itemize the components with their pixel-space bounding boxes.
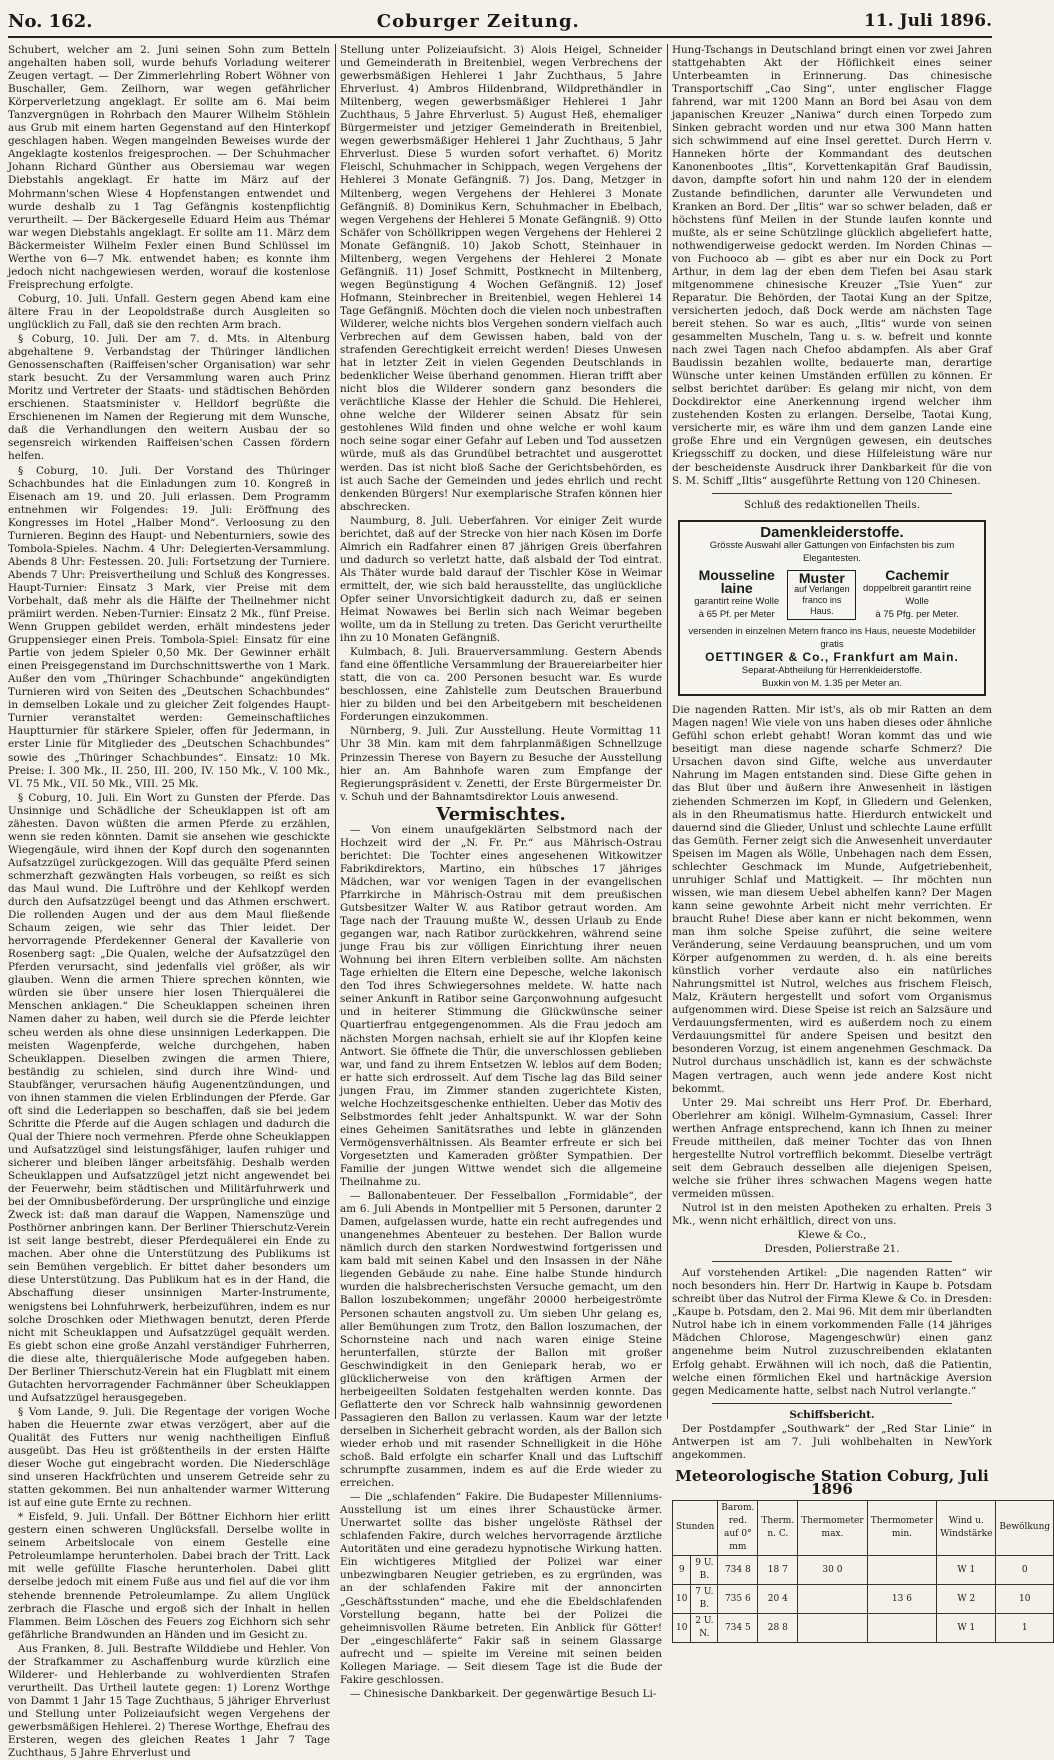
weather-col-header: Wind u. Windstärke [937,1500,996,1555]
editorial-end-note: Schluß des redaktionellen Theils. [743,498,921,511]
separator-rule [712,493,952,494]
weather-station-title: Meteorologische Station Coburg, Juli 1896 [675,1466,989,1498]
article-paragraph: § Coburg, 10. Juli. Der am 7. d. Mts. in Altenburg abgehaltene 9. Verbandstag der Thüringer ländlichen Genossenschaften (Raiffeisen'scher Organisation) war sehr stark besucht. Zu der Versammlung waren auch Prinz Moritz und Vertreter der Staats- und städtischen Behörden erschienen. Staatsminister v. Helldorf begrüßte die Erschienenen im Namen der Regierung mit dem Wunsche, daß die Verhandlungen den weitern Ausbau der so segensreich wirkenden Raiffeisen'schen Cassen fördern helfen. [8,333,330,463]
article-paragraph: — Ballonabenteuer. Der Fesselballon „Formidable“, der am 6. Juli Abends in Montpellier mit 5 Personen, darunter 2 Damen, aufgelassen wurde, hatte ein recht aufregendes und unangenehmes Abenteuer zu bestehen. Der Ballon wurde nämlich durch den starken Nordwestwind fortgerissen und kam bald mit seinen Kabel und den Insassen in der Nähe liegenden Gebäude zu nahe. Eine halbe Stunde hindurch wurden die halsbrecherischsten Versuche gemacht, um den Ballon loszubekommen; ungefähr 20000 herbeigeströmte Personen schauten angstvoll zu. Um sieben Uhr gelang es, aller Bemühungen zum Trotz, den Ballon loszumachen, der Schornsteine nach und nach waren einige Steine herunterfallen, stürzte der Ballon mit großer Geschwindigkeit in den Geniepark herab, wo er glücklicherweise von den kräftigen Armen der herbeigeeilten Soldaten festgehalten werden konnte. Das Geflatterte den vor Schreck halb wahnsinnig gewordenen Passagieren den Ballon zu verlassen. Kaum war der letzte derselben in Sicherheit gebracht worden, als der Ballon sich wieder erhob und mit rasender Schnelligkeit in die Höhe schoß. Bald erfolgte ein scharfer Knall und das Luftschiff schrumpfte zusammen, indem es auf die Erde wieder zu erreichen. [340,1190,662,1490]
column-rule [335,44,336,1419]
ad-note: versenden in einzelnen Metern franco ins Haus, neueste Modebilder gratis [688,625,976,651]
weather-col-header: Therm. n. C. [758,1500,798,1555]
ad-subheading: Grösste Auswahl aller Gattungen von Einfachsten bis zum Elegantesten. [709,539,955,564]
weather-cell: 20 4 [758,1585,798,1614]
article-paragraph: § Coburg, 10. Juli. Ein Wort zu Gunsten der Pferde. Das Unsinnige und Schädliche der Scheuklappen ist oft am zähesten. Davon wüßten die armen Pferde zu erzählen, wenn sie reden könnten. Damit sie ansehen wie geschickte Wiegengäule, wird ihnen der Kopf durch den sogenannten Aufsatzzügel zurückgezogen. Will das gequälte Pferd seinen schmerzhaft gezwängten Hals vorbeugen, so reißt es sich das Maul wund. Die Luftröhre und der Kehlkopf werden durch den Aufsatzzügel beengt und das Athmen erschwert. Die rollenden Augen und der aus dem Maul fließende Schaum zeigen, wie sehr das Thier leidet. Der hervorragende Pferdekenner General der Kavallerie von Rosenberg sagt: „Die Qualen, welche der Aufsatzzügel den Pferden verursacht, sind jedenfalls viel größer, als wir glauben. Wenn die armen Thiere sprechen könnten, wie würden sie über unsere hier losen Thierquälerei die Menschen anklagen.“ Die Scheuklappen scheinen ihren Namen daher zu haben, weil durch sie die Pferde leichter scheu werden als ohne diese unsinnigen Lederkappen. Die meisten Wagenpferde, welche durchgehen, haben Scheuklappen. Dieselben zwingen die armen Thiere, beständig zu schielen, sind durch ihre Wind- und Staubfänger, verursachen häufig Augenentzündungen, und von ihnen stammen die vielen Erblindungen der Pferde. Gar oft sind die Lederlappen so beschaffen, daß sie bei jedem Schritte die Pferde auf die Augen schlagen und dadurch die Qual der Thiere noch vermehren. Pferde ohne Scheuklappen und Aufsatzzügel sind leistungsfähiger, laufen ruhiger und sicherer und bleiben länger arbeitsfähig. Deshalb werden Scheuklappen und Aufsatzzügel jetzt nicht angewendet bei der Feuerwehr, beim städtischen und Militärfuhrwerk und bei der Omnibusbeförderung. Der ursprüngliche und einzige Zweck ist: daß man darauf die Wappen, Namenszüge und Posthörner anbringen kann. Der Berliner Thierschutz-Verein ist seit lange bestrebt, dieser Pferdequälerei ein Ende zu machen. Aber ohne die Unterstützung des Publikums ist sein Bemühen vergeblich. Er bittet daher besonders um diese Unterstützung. Das Publikum hat es in der Hand, die Abschaffung dieser unsinnigen Marter-Instrumente, wenigstens bei Lohnfuhrwerk, herbeizuführen, indem es nur solche Droschken oder Miethwagen benutzt, deren Pferde nicht mit Scheuklappen und Aufsatzzügel gequält werden. Es giebt schon eine große Anzahl verständiger Fuhrherren, die diese alte, thierquälerische Mode aufgegeben haben. Der Berliner Thierschutz-Verein hat ein Flugblatt mit einem Gutachten hervorragender Fachmänner über Scheuklappen und Aufsatzzügel herausgegeben. [8,791,330,1404]
weather-cell: 13 6 [867,1585,937,1614]
ad-offers-row [686,566,978,621]
article-paragraph: Aus Franken, 8. Juli. Bestrafte Wilddiebe und Hehler. Von der Strafkammer zu Aschaffenburg wurde kürzlich eine Wilderer- und Hehlerbande zu wohlverdienten Strafen verurtheilt. Das Urtheil lautete gegen: 1) Lorenz Worthge von Dammt 1 Jahr 15 Tage Zuchthaus, 5 jähriger Ehrverlust und Stellung unter Polizeiaufsicht wegen Vergehens der gewerbsmäßigen Hehlerei. 2) Therese Worthge, Ehefrau des Ersteren, wegen des gleichen Reates 1 Jahr 7 Tage Zuchthaus, 5 Jahre Ehrverlust und [8,1642,330,1760]
separator-rule [712,1403,952,1404]
article-paragraph: — Chinesische Dankbarkeit. Der gegenwärtige Besuch Li- [350,1687,657,1700]
article-paragraph: Hung-Tschangs in Deutschland bringt einen vor zwei Jahren stattgehabten Akt der Höflichkeit eines seiner Unterbeamten in Erinnerung. Das chinesische Transportschiff „Cao Sing“, unter englischer Flagge fahrend, war mit 1200 Mann an Bord bei Asau von dem japanischen Kreuzer „Naniwa“ durch einen Torpedo zum Sinken gebracht worden und nur etwa 300 Mann hatten sich schwimmend auf eine Insel gerettet. Durch Herrn v. Hanneken hörte der Kommandant des deutschen Kanonenbootes „Iltis“, Korvettenkapitän Graf Baudissin, davon, dampfte sofort hin und nahm 120 der in elendem Zustande befindlichen, darunter alle Verwundeten und Kranken an Bord. Der „Iltis“ war so schwer beladen, daß er höchstens fünf Meilen in der Stunde laufen konnte und mußte, als er seine Schützlinge glücklich abgeliefert hatte, nothwendigerweise gedockt werden. Im Norden Chinas — von Fuchooco ab — gibt es aber nur ein Dock zu Port Arthur, in dem lag der eben dem Tiefen bei Asau stark mitgenommene chinesische Kreuzer „Tsie Yuen“ zur Reparatur. Die Behörden, der Taotai Kung an der Spitze, versicherten jedoch, daß Dock werde am nächsten Tage bereit stehen. So war es auch, „Iltis“ wurde von seinen gesammelten Muscheln, Tang u. s. w. befreit und konnte nach zwei Tagen nach Chefoo abdampfen. Als aber Graf Baudissin bezahlen wollte, bedauerte man, derartige Wünsche unter keinen Umständen erfüllen zu können. Er selbst berichtet darüber: Es gelang mir nicht, von dem Dockdirektor eine Anerkennung irgend welcher ihm zustehenden Kosten zu erlangen. Derselbe, Taotai Kung, versicherte mir, es wäre ihm und dem ganzen Lande eine große Ehre und ein Vergnügen gewesen, ein deutsches Kriegsschiff zu docken, und diese Hilfeleistung wäre nur der bescheidenste Ausdruck ihrer Dankbarkeit für die von S. M. Schiff „Iltis“ ausgeführte Rettung von 120 Chinesen. [672,44,992,487]
shipping-title: Schiffsbericht. [789,1408,875,1421]
article-paragraph: Auf vorstehenden Artikel: „Die nagenden Ratten“ wir noch besonders hin. Herr Dr. Hartwig in Kaupe b. Potsdam schreibt über das Nutrol der Firma Klewe & Co. in Dresden: „Kaupe b. Potsdam, den 2. Mai 96. Mit dem mir überlandten Nutrol habe ich in einem vorkommenden Falle (14 jähriges Mädchen Chlorose, Magengeschwür) einen ganz angenehme beim Nutrol zuzuschreibenden eklatanten Erfolg gehabt. Erwähnen will ich noch, daß die Patientin, welche einen förmlichen Ekel und hartnäckige Aversion gegen Medicamente hatte, selbst nach Nutrol verlangte.“ [672,1267,992,1397]
ad-offer-name: Cachemir [885,566,950,583]
column-2 [340,44,662,1700]
weather-col-header: Stunden [673,1500,718,1555]
ad-note: Separat-Abtheilung für Herrenkleiderstoffe. [741,665,923,677]
article-paragraph: — Die „schlafenden“ Fakire. Die Budapester Millenniums-Ausstellung ist um eines ihrer Schaustücke ärmer. Unerwartet sollte das bisher ungelöste Räthsel der schlafenden Fakire, durch welches hervorragende ärztliche Autoritäten und eine geradezu hypnotische Wirkung hatten. Ein wichtigeres Mitglied der Polizei war einer unbezwingbaren Neugier getrieben, es zu ergründen, was an der schlafenden Fakire mit der annoncirten „Geschäftsstunden“ mache, und ehe die Ebeldschlafenden Vorstellung begann, hatte bei der Polizei die geheimnisvollen Räume betreten. Ein Anblick für Götter! Der „eingeschläferte“ Fakir saß in seinem Glassarge aufrecht und — spielte im Vereine mit seinen beiden Kollegen Mariage. — Seit diesem Tage ist die Bude der Fakire geschlossen. [340,1491,662,1686]
article-paragraph: — Von einem unaufgeklärten Selbstmord nach der Hochzeit wird der „N. Fr. Pr.“ aus Mährisch-Ostrau berichtet: Die Tochter eines angesehenen Witkowitzer Fabrikdirektors, Martino, ein hübsches 17 jähriges Mädchen, war vor wenigen Tagen in der evangelischen Pfarrkirche in Mährisch-Ostrau mit dem preußischen Gutsbesitzer Walter W. aus Ratibor getraut worden. Am Tage nach der Trauung mußte W., dessen Urlaub zu Ende gegangen war, nach Ratibor zurückkehren, während seine junge Frau bis zur völligen Einrichtung ihrer neuen Wohnung bei ihren Eltern verbleiben sollte. Am nächsten Tage erhielten die Eltern eine Depesche, welche lakonisch den Tod ihres Schwiegersohnes meldete. W. hatte nach seiner Ankunft in Ratibor seine Garçonwohnung aufgesucht und in heiterer Stimmung die Glückwünsche seiner Quartierfrau entgegengenommen. Als die Frau jedoch am nächsten Morgen nachsah, erhielt sie auf ihr Klopfen keine Antwort. Sie öffnete die Thür, die unverschlossen geblieben war, und fand zu ihrem Entsetzen W. leblos auf dem Boden; er hatte sich erdrosselt. Auf dem Tische lag das Bild seiner jungen Frau, im Zimmer standen zugerichtete Kisten, welche Hochzeitsgeschenke enthielten. Ueber das Motiv des Selbstmordes fehlt jeder Anhaltspunkt. W. war der Sohn eines Geheimen Sanitätsrathes und lebte in glänzenden Vermögensverhältnissen. Als Beamter erfreute er sich bei Vorgesetzten und Kameraden größter Sympathien. Der Familie der jungen Wittwe wendet sich die allgemeine Theilnahme zu. [340,823,662,1189]
weather-table [672,1500,1054,1643]
ad-heading: Damenkleiderstoffe. [760,523,904,541]
section-title: Vermischtes. [436,803,566,825]
weather-col-header: Thermometer max. [798,1500,868,1555]
company-name: Klewe & Co., [797,1229,867,1242]
article-paragraph: * Eisfeld, 9. Juli. Unfall. Der Böttner Eichhorn hier erlitt gestern einen schweren Unglücksfall. Derselbe wollte in seinem Arbeitslocale von einem Gestelle eine Petroleumlampe herunterholen. Dabei brach der Tritt. Lack mit welle gefüllte Flasche herunterholen. Dabei glitt derselbe jedoch mit einem Fuße aus und fiel auf die vor ihm stehende brennende Petroleumlampe. Zu allem Unglück zerbrach die Flasche und ergoß sich der Inhalt in hellen Flammen. Beim Löschen des Feuers zog Eichhorn sich sehr gefährliche Brandwunden an Händen und im Gesicht zu. [8,1511,330,1641]
ad-offer-price: à 75 Pfg. per Meter. [875,608,959,620]
ad-firm-name: OETTINGER & Co., Frankfurt am Main. [705,650,959,665]
weather-table-row [673,1556,1054,1585]
weather-cell: 9 U. B. [691,1556,718,1585]
article-paragraph: Schubert, welcher am 2. Juni seinen Sohn zum Betteln angehalten haben soll, wurde behufs Vorladung weiterer Zeugen vertagt. — Der Zimmerlehrling Robert Wöhner von Buschaller, Gem. Zeilhorn, war wegen gefährlicher Körperverletzung angeklagt. Er sollte am 6. Mai beim Tanzvergnügen in Rohrbach den Maurer Wilhelm Stöhlein aus Grub mit einem harten Gegenstand auf den Hinterkopf geschlagen haben. Wegen mangelnden Beweises wurde der Angeklagte kostenlos freigesprochen. — Der Schuhmacher Johann Richard Günther aus Obersiemau war wegen Diebstahls angeklagt. Er hatte im März auf der Mohrmann'schen Wiese 4 Hopfenstangen entwendet und wurde deshalb zu 1 Tag Gefängnis kostenpflichtig verurtheilt. — Der Bäckergeselle Eduard Heim aus Thémar war wegen Diebstahls angeklagt. Er sollte am 11. März dem Bäckermeister Wilhelm Fexler einen Bund Schlüssel im Werthe von 6—7 Mk. entwendet haben; es konnte ihm jedoch nicht nachgewiesen werden, worauf die kostenlose Freisprechung erfolgte. [8,44,330,291]
article-paragraph: § Vom Lande, 9. Juli. Die Regentage der vorigen Woche haben die Heuernte zwar etwas verzögert, aber auf die Qualität des Futters nur wenig nachtheiligen Einfluß ausgeübt. Das Heu ist größtentheils in der ersten Hälfte dieser Woche gut eingebracht worden. Die Niederschläge sind unseren Hackfrüchten und unserem Getreide sehr zu statten gekommen. Bei nun anhaltender warmer Witterung ist auf eine gute Ernte zu rechnen. [8,1405,330,1510]
newspaper-title: Coburger Zeitung. [376,10,580,32]
ad-samples-foot: franco ins Haus. [802,594,842,616]
article-paragraph: Stellung unter Polizeiaufsicht. 3) Alois Heigel, Schneider und Gemeinderath in Breitenbiel, wegen Verbrechens der gewerbsmäßigen Hehlerei 1 Jahr Zuchthaus, 5 Jahre Ehrverlust. 4) Ambros Hildenbrand, Wildprethändler in Miltenberg, wegen gewerbsmäßiger Hehlerei 1 Jahr Zuchthaus, 5 Jahre Ehrverlust. 5) August Heß, ehemaliger Bürgermeister und jetziger Gemeinderath in Breitenbiel, wegen gewerbsmäßiger Hehlerei 1 Jahr Zuchthaus, 5 Jahr Ehrverlust. Diese 5 wurden sofort verhaftet. 6) Moritz Fleischl, Schuhmacher in Schippach, wegen Vergehens der Hehlerei 3 Monate Gefängniß. 7) Jos. Dang, Metzger in Miltenberg, wegen Vergehens der Hehlerei 3 Monate Gefängniß. 8) Dominikus Kern, Schuhmacher in Ebelbach, wegen Vergehens der Hehlerei 5 Monate Gefängniß. 9) Otto Schäfer von Schöllkrippen wegen Vergehens der Hehlerei 2 Monate Gefängniß. 10) Jakob Schott, Steinhauer in Miltenberg, wegen Vergehens der Hehlerei 2 Monate Gefängniß. 11) Josef Schmitt, Postknecht in Miltenberg, wegen Begünstigung 4 Wochen Gefängniß. 12) Josef Hofmann, Steinbrecher in Breitenbiel, wegen Hehlerei 14 Tage Gefängniß. Möchten doch die vielen noch unbestraften Wilderer, welche nichts blos Vergehen sondern vielfach auch Verbrechen auf dem Gewissen haben, bald von der strafenden Gerechtigkeit erreicht werden! Dieses Unwesen hat in letzter Zeit in vielen Gegenden Deutschlands in bedenklicher Weise überhand genommen. Hieran trifft aber nicht blos die Wilderer sondern ganz besonders die verächtliche Klasse der Hehler die Schuld. Die Hehlerei, ohne welche der Wilderer seinen Absatz für sein gestohlenes Wild finden und ohne welche er wohl kaum noch seine sogar einer Gefahr auf Leben und Tod aussetzen würde, muß als das Grundübel betrachtet und ausgerottet werden. Das ist nicht bloß Sache der Gerichtsbehörden, es ist auch Sache der Gemeinden und jedes ehrlich und recht denkenden Bürgers! Nur exemplarische Strafen können hier abschrecken. [340,44,662,513]
ad-offer-name: Mousseline laine [698,566,775,596]
ad-samples-desc: auf Verlangen [794,583,850,594]
weather-cell: 735 6 [718,1585,758,1614]
weather-cell [867,1556,937,1585]
weather-cell: 734 5 [718,1614,758,1643]
article-paragraph: Nutrol ist in den meisten Apotheken zu erhalten. Preis 3 Mk., wenn nicht erhältlich, direct von uns. [672,1201,992,1228]
weather-cell: 9 [673,1556,691,1585]
weather-cell: 18 7 [758,1556,798,1585]
article-paragraph: Coburg, 10. Juli. Unfall. Gestern gegen Abend kam eine ältere Frau in der Leopoldstraße durch Ausgleiten so unglücklich zu Fall, daß sie den rechten Arm brach. [8,292,330,331]
weather-col-header: Barom. red. auf 0° mm [718,1500,758,1555]
ad-offer-left [686,566,787,621]
article-paragraph: Kulmbach, 8. Juli. Brauerversammlung. Gestern Abends fand eine öffentliche Versammlung der Brauereiarbeiter hier statt, die von ca. 200 Personen besucht war. Es wurde beschlossen, eine Zahlstelle zum Deutschen Brauerbund hier zu bilden und bei den Arbeitgebern mit bescheidenen Forderungen einzukommen. [340,646,662,724]
ad-offer-price: à 65 Pf. per Meter [698,608,775,620]
article-paragraph: Naumburg, 8. Juli. Ueberfahren. Vor einiger Zeit wurde berichtet, daß auf der Strecke von hier nach Kösen im Dorfe Almrich ein Radfahrer einen 87 jährigen Greis überfahren und dadurch so verletzt hatte, daß alsbald der Tod eintrat. Als Thäter wurde bald darauf der Tischler Köse in Weimar ermittelt, der, wie sich bald herausstellte, das unglückliche Opfer seiner Unvorsichtigkeit dadurch zu, daß er seinen Heimat Nowawes bei Berlin sich nach Weimar begeben wollte, um da in Stellung zu treten. Das Gericht verurtheilte ihn zu 10 Monaten Gefängniß. [340,514,662,645]
weather-cell: 734 8 [718,1556,758,1585]
column-1 [8,44,330,1760]
article-paragraph: Nürnberg, 9. Juli. Zur Ausstellung. Heute Vormittag 11 Uhr 38 Min. kam mit dem fahrplanmäßigen Schnellzuge Prinzessin Therese von Bayern zu Besuche der Ausstellung hier an. Am Bahnhofe waren zum Empfange der Regierungspräsident v. Zenetti, der Erste Bürgermeister Dr. v. Schuh und der Bahnamtsdirektor Louis anwesend. [340,725,662,803]
weather-table-header [673,1500,1054,1555]
weather-cell: 10 [673,1614,691,1643]
ad-offer-desc: doppelbreit garantirt reine Wolle [863,582,972,607]
article-paragraph: § Coburg, 10. Juli. Der Vorstand des Thüringer Schachbundes hat die Einladungen zum 10. Kongreß in Eisenach am 19. und 20. Juli erlassen. Dem Programm entnehmen wir Folgendes: 19. Juli: Eröffnung des Kongresses im Hotel „Halber Mond“. Verloosung zu den Turnieren. Beginn des Haupt- und Nebenturniers, sowie des Tombola-Spieles. Nachm. 4 Uhr: Delegierten-Versammlung. Abends 8 Uhr: Festessen. 20. Juli: Fortsetzung der Turniere. Abends 7 Uhr: Preisvertheilung und Schluß des Kongresses. Haupt-Turnier: Einsatz 3 Mark, vier Preise mit dem Vorbehalt, daß mehr als die Hälfte der Theilnehmer nicht prämiirt werden. Neben-Turnier: Einsatz 2 Mk., fünf Preise. Wenn Gruppen gebildet werden, erhält mindestens jeder Gruppensieger einen Preis. Tombola-Spiel: Einsatz für eine Partie von jedem Spieler 0,50 Mk. Der Gewinner erhält einen Preisgegenstand im Durchschnittswerthe von 1 Mark. Außer den vom „Thüringer Schachbunde“ angekündigten Turnieren wird von Seiten des „Deutschen Schachbundes“ in demselben Lokale und zu gleicher Zeit folgendes Haupt-Turnier veranstaltet werden: Gemeinschaftliches Hauptturnier für stärkere Spieler, offen für Jedermann, in erster Linie für Mitglieder des „Deutschen Schachbundes“ sowie des „Thüringer Schachbundes“. Einsatz: 10 Mk. Preise: I. 300 Mk., II. 250, III. 200, IV. 150 Mk., V. 100 Mk., VI. 75 Mk., VII. 50 Mk., VIII. 25 Mk. [8,464,330,790]
weather-cell: W 2 [937,1585,996,1614]
ad-offer-desc: garantirt reine Wolle [694,595,780,607]
weather-cell: 1 [996,1614,1054,1643]
weather-cell: W 1 [937,1556,996,1585]
article-paragraph: Die nagenden Ratten. Mir ist's, als ob mir Ratten an dem Magen nagen! Wie viele von uns haben dieses oder ähnliche Gefühl schon erlebt gehabt! Woran kommt das und wie beseitigt man diese nagende scharfe Schmerz? Die Ursachen davon sind Gifte, welche aus unverdauter Nahrung im Magen entstanden sind. Diese Gifte gehen in das Blut über und äußern ihre Anwesenheit in lästigen ziehenden Schmerzen im Kopf, in Gliedern und Gelenken, als in den Rheumatismus hatte. Hierdurch entwickelt und dauernd sind die Glieder, Unlust und schlechte Laune erfüllt das Gemüth. Ferner zeigt sich die Anwesenheit unverdauter Speisen im Magen als Wölle, Unbehagen nach dem Essen, schlechter Geschmack im Munde, Aufgetriebenheit, unruhiger Schlaf und Mattigkeit. — Ihr möchten nun wissen, wie man diesem Uebel abhelfen kann? Der Magen kann seine gewohnte Arbeit nicht mehr verrichten. Er braucht Ruhe! Diese aber kann er nicht bekommen, wenn man ihm solche Speise zuführt, die seine weitere Veränderung, seine Verdauung beanspruchen, und um vom Körper aufgenommen zu werden, d. h. als eine bereits künstlich vorher verdaute also ein natürliches Nahrungsmittel ist Nutrol, welches aus frischem Fleisch, Malz, Kräutern hergestellt und sofort vom Organismus aufgenommen wird. Diese Speise ist reich an Salzsäure und Verdauungsfermenten, wird es außerdem noch zu einem Verdauungsmittel für andere Speisen und besitzt den besonderen Vorzug, ist einem angenehmen Geschmack. Da Nutrol durchaus unschädlich ist, kann es der schwächste Magen vertragen, auch wenn jede andere Kost nicht bekommt. [672,704,992,1095]
weather-cell: W 1 [937,1614,996,1643]
weather-cell: 10 [673,1585,691,1614]
ad-note: Buxkin von M. 1.35 per Meter an. [762,678,902,690]
article-paragraph: Unter 29. Mai schreibt uns Herr Prof. Dr. Eberhard, Oberlehrer am königl. Wilhelm-Gymnasium, Cassel: Ihrer werthen Anfrage entsprechend, kann ich Ihnen zu meiner Freude mittheilen, daß meiner Tochter das von Ihnen hergestellte Nutrol vortrefflich bekommt. Dieselbe verträgt seit dem Gebrauch desselben alle diejenigen Speisen, welche sie früher ihres schwachen Magens wegen hatte vermeiden müssen. [672,1096,992,1200]
company-address: Dresden, Polierstraße 21. [764,1243,900,1256]
ad-samples-title: Muster [798,569,845,586]
weather-cell: 10 [996,1585,1054,1614]
weather-cell [798,1614,868,1643]
weather-table-row [673,1585,1054,1614]
ad-offer-right [856,566,978,621]
weather-cell: 0 [996,1556,1054,1585]
ad-samples-box [787,570,856,620]
weather-table-row [673,1614,1054,1643]
weather-cell [867,1614,937,1643]
weather-col-header: Bewölkung [996,1500,1054,1555]
weather-cell: 2 U. N. [691,1614,718,1643]
weather-cell: 30 0 [798,1556,868,1585]
weather-cell [798,1585,868,1614]
advertisement-box [678,520,986,697]
shipping-text: Der Postdampfer „Southwark“ der „Red Star Linie“ in Antwerpen ist am 7. Juli wohlbehalten in NewYork angekommen. [672,1422,992,1461]
weather-cell: 7 U. B. [691,1585,718,1614]
separator-rule [712,1261,952,1262]
weather-col-header: Thermometer min. [867,1500,937,1555]
column-3 [672,44,1051,1640]
issue-number: No. 162. [8,10,93,32]
column-rule [667,44,668,1419]
issue-date: 11. Juli 1896. [864,11,992,31]
weather-cell: 28 8 [758,1614,798,1643]
masthead [8,6,992,38]
